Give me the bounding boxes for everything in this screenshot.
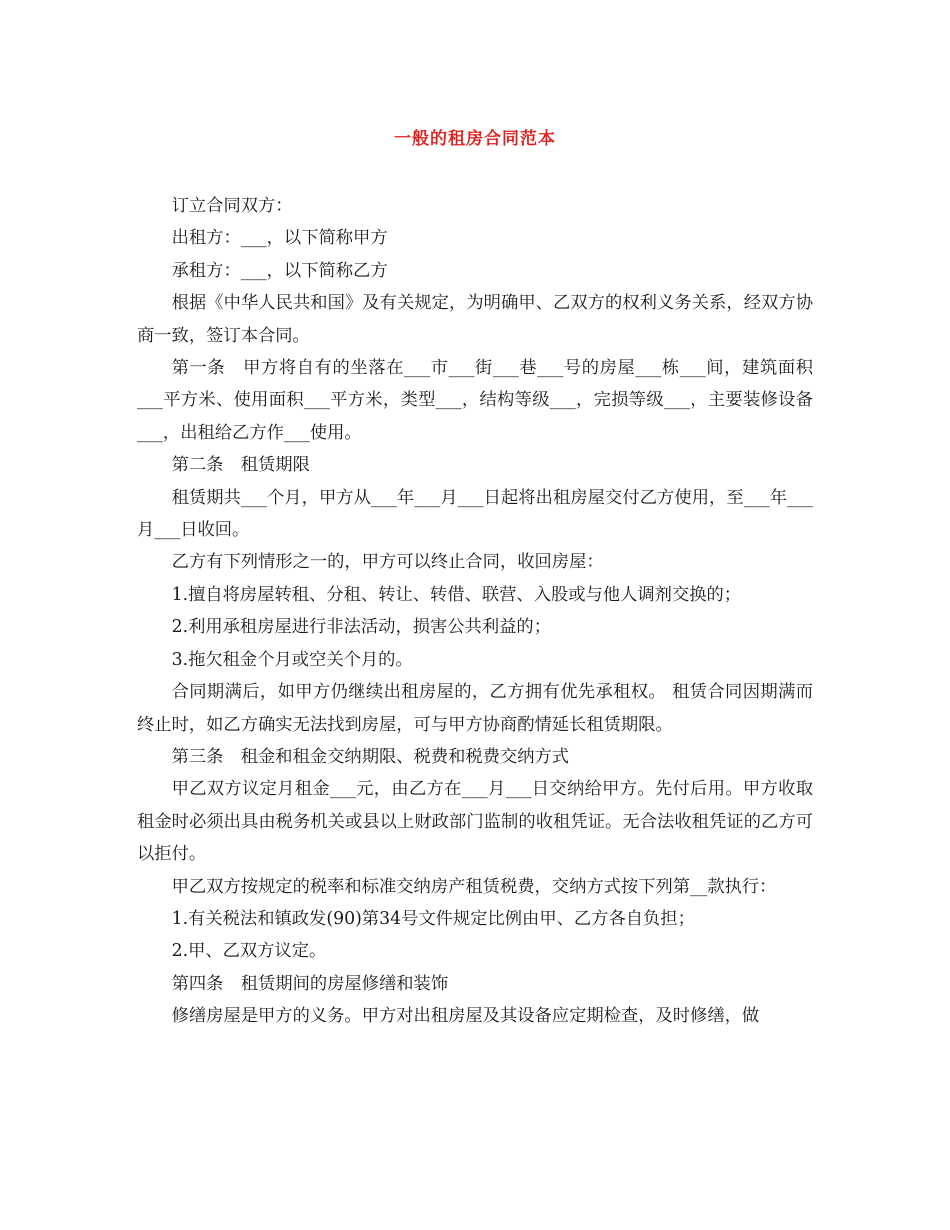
paragraph: 3.拖欠租金个月或空关个月的。: [171, 649, 413, 670]
paragraph: 第二条 租赁期限: [171, 455, 310, 476]
paragraph: 订立合同双方：: [171, 196, 293, 216]
paragraph: 第一条 甲方将自有的坐落在___市___街___巷___号的房屋___栋___间，建筑面积___平方米、使用面积___平方米，类型___，结构等级___，完损等级___，主要装修设备___，出租给乙方作___使用。: [137, 358, 813, 443]
document-title: 一般的租房合同范本: [394, 129, 556, 149]
paragraph: 2.甲、乙双方议定。: [171, 941, 327, 962]
paragraph: 甲乙双方按规定的税率和标准交纳房产租赁税费，交纳方式按下列第__款执行：: [171, 876, 777, 897]
paragraph: 承租方：___，以下简称乙方: [171, 260, 388, 281]
paragraph: 出租方：___，以下简称甲方: [171, 228, 388, 249]
paragraph: 根据《中华人民共和国》及有关规定，为明确甲、乙双方的权利义务关系，经双方协商一致，签订本合同。: [137, 293, 813, 346]
paragraph: 修缮房屋是甲方的义务。甲方对出租房屋及其设备应定期检查，及时修缮，做: [171, 1006, 760, 1027]
paragraph: 第四条 租赁期间的房屋修缮和装饰: [171, 973, 449, 994]
paragraph: 1.擅自将房屋转租、分租、转让、转借、联营、入股或与他人调剂交换的；: [171, 584, 742, 605]
paragraph: 乙方有下列情形之一的，甲方可以终止合同，收回房屋：: [171, 552, 604, 573]
paragraph: 租赁期共___个月，甲方从___年___月___日起将出租房屋交付乙方使用，至___年___月___日收回。: [137, 487, 813, 541]
paragraph: 甲乙双方议定月租金___元，由乙方在___月___日交纳给甲方。先付后用。甲方收取租金时必须出具由税务机关或县以上财政部门监制的收租凭证。无合法收租凭证的乙方可以拒付。: [137, 779, 813, 865]
document-body: [137, 190, 813, 1033]
paragraph: 1.有关税法和镇政发(90)第34号文件规定比例由甲、乙方各自负担；: [171, 908, 695, 929]
paragraph: 2.利用承租房屋进行非法活动，损害公共利益的；: [171, 617, 551, 638]
paragraph: 合同期满后，如甲方仍继续出租房屋的，乙方拥有优先承租权。 租赁合同因期满而终止时，如乙方确实无法找到房屋，可与甲方协商酌情延长租赁期限。: [137, 682, 813, 735]
paragraph: 第三条 租金和租金交纳期限、税费和税费交纳方式: [171, 746, 570, 767]
